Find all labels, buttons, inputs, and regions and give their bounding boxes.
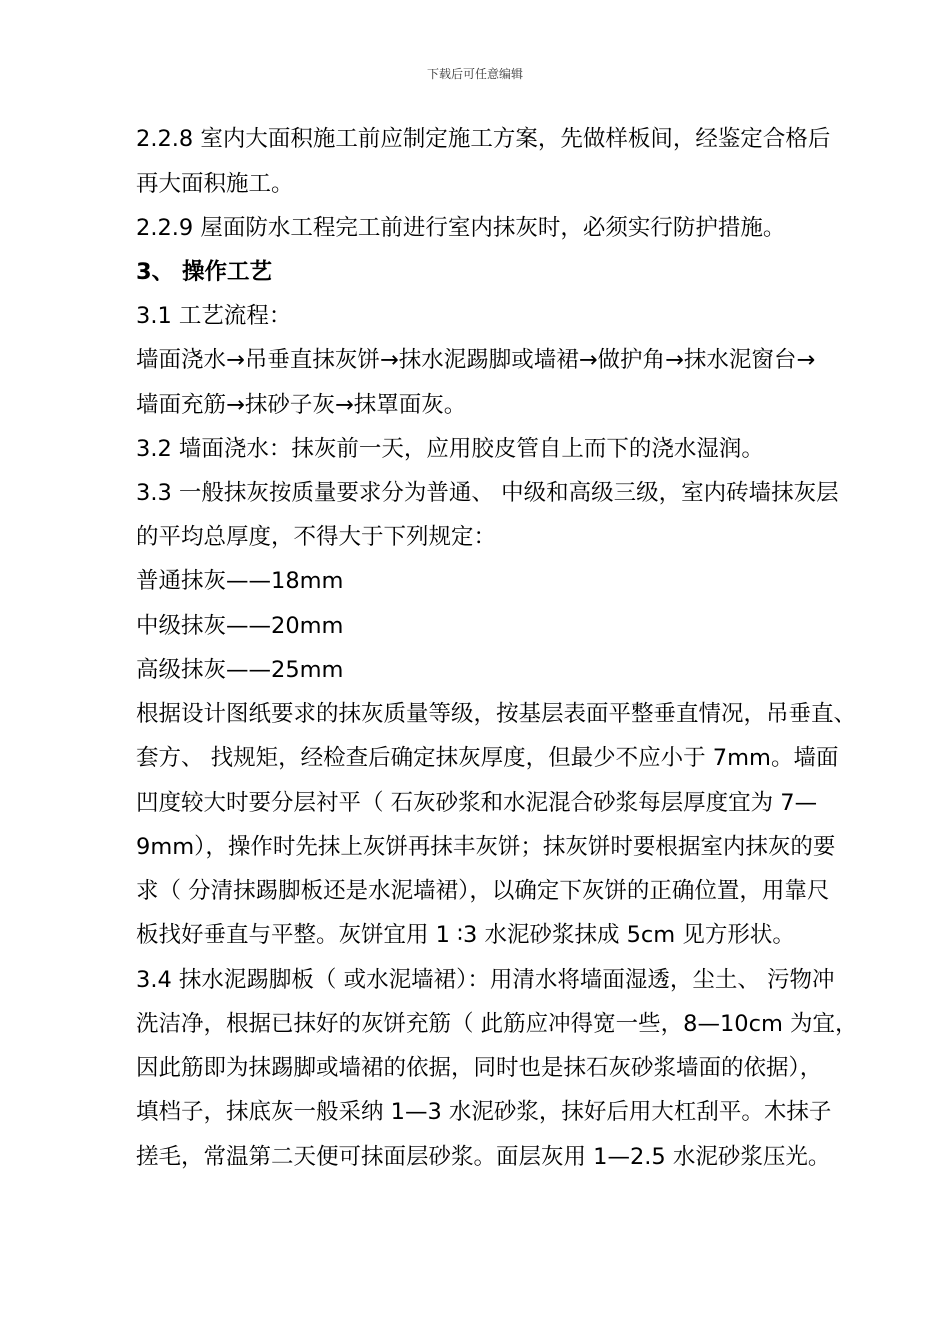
paragraph-line: 凹度较大时要分层衬平（ 石灰砂浆和水泥混合砂浆每层厚度宜为 7— <box>136 790 818 816</box>
paragraph-line: 搓毛，常温第二天便可抹面层砂浆。面层灰用 1—2.5 水泥砂浆压光。 <box>136 1144 831 1170</box>
paragraph-line: 2.2.9 屋面防水工程完工前进行室内抹灰时，必须实行防护措施。 <box>136 215 786 241</box>
paragraph-line: 墙面充筋→抹砂子灰→抹罩面灰。 <box>136 392 467 418</box>
paragraph-line: 中级抹灰——20mm <box>136 613 344 639</box>
paragraph-line: 求（ 分清抹踢脚板还是水泥墙裙），以确定下灰饼的正确位置，用靠尺 <box>136 878 830 904</box>
paragraph-line: 高级抹灰——25mm <box>136 657 344 683</box>
header-note: 下载后可任意编辑 <box>426 67 523 81</box>
paragraph-line: 的平均总厚度，不得大于下列规定： <box>136 524 497 550</box>
paragraph-line: 3.3 一般抹灰按质量要求分为普通、 中级和高级三级，室内砖墙抹灰层 <box>136 480 839 506</box>
section-heading: 3、 操作工艺 <box>136 259 272 285</box>
paragraph-line: 9mm），操作时先抹上灰饼再抹丰灰饼；抹灰饼时要根据室内抹灰的要 <box>136 834 836 860</box>
paragraph-line: 3.1 工艺流程： <box>136 303 292 329</box>
paragraph-line: 3.2 墙面浇水：抹灰前一天，应用胶皮管自上而下的浇水湿润。 <box>136 436 764 462</box>
paragraph-line: 普通抹灰——18mm <box>136 568 344 594</box>
paragraph-line: 墙面浇水→吊垂直抹灰饼→抹水泥踢脚或墙裙→做护角→抹水泥窗台→ <box>136 347 816 373</box>
paragraph-line: 洗洁净，根据已抹好的灰饼充筋（ 此筋应冲得宽一些，8—10cm 为宜， <box>136 1011 858 1037</box>
paragraph-line: 根据设计图纸要求的抹灰质量等级，按基层表面平整垂直情况，吊垂直、 <box>136 701 857 727</box>
paragraph-line: 2.2.8 室内大面积施工前应制定施工方案，先做样板间，经鉴定合格后 <box>136 126 831 152</box>
paragraph-line: 再大面积施工。 <box>136 171 294 197</box>
paragraph-line: 板找好垂直与平整。灰饼宜用 1 ∶3 水泥砂浆抹成 5cm 见方形状。 <box>136 922 795 948</box>
paragraph-line: 套方、 找规矩，经检查后确定抹灰厚度，但最少不应小于 7mm。墙面 <box>136 745 839 771</box>
paragraph-line: 填档子，抹底灰一般采纳 1—3 水泥砂浆，抹好后用大杠刮平。木抹子 <box>136 1099 832 1125</box>
paragraph-line: 3.4 抹水泥踢脚板（ 或水泥墙裙）：用清水将墙面湿透，尘土、 污物冲 <box>136 967 835 993</box>
paragraph-line: 因此筋即为抹踢脚或墙裙的依据，同时也是抹石灰砂浆墙面的依据）， <box>136 1055 823 1081</box>
